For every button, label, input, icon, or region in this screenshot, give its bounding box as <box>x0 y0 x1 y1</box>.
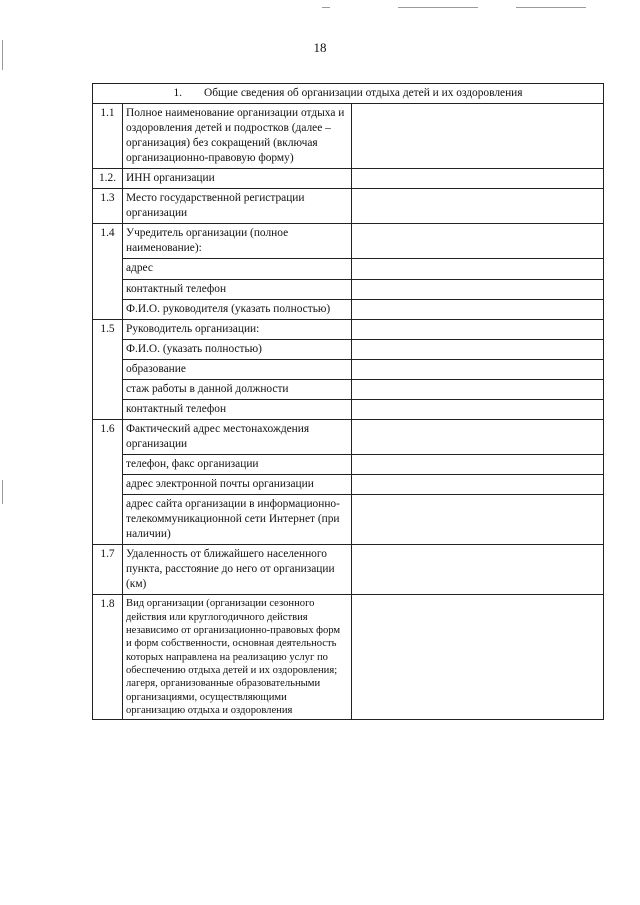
field-label: образование <box>123 359 352 379</box>
form-row <box>93 545 604 595</box>
answer-field[interactable] <box>352 299 604 319</box>
answer-field[interactable] <box>352 379 604 399</box>
form-row <box>93 319 604 339</box>
form-row <box>93 224 604 259</box>
answer-field[interactable] <box>352 474 604 494</box>
field-label: контактный телефон <box>123 279 352 299</box>
answer-field[interactable] <box>352 169 604 189</box>
answer-field[interactable] <box>352 224 604 259</box>
field-label: ИНН организации <box>123 169 352 189</box>
field-label: Фактический адрес местонахождения организации <box>123 419 352 454</box>
form-row <box>93 495 604 545</box>
row-number: 1.3 <box>93 189 123 224</box>
section-title-text: Общие сведения об организации отдыха детей и их оздоровления <box>204 87 523 99</box>
field-label: адрес <box>123 259 352 279</box>
form-row <box>93 104 604 169</box>
row-number: 1.8 <box>93 595 123 720</box>
answer-field[interactable] <box>352 279 604 299</box>
form-row <box>93 399 604 419</box>
answer-field[interactable] <box>352 339 604 359</box>
form-row <box>93 419 604 454</box>
scan-artifact <box>2 480 3 504</box>
form-row <box>93 279 604 299</box>
answer-field[interactable] <box>352 189 604 224</box>
row-number: 1.7 <box>93 545 123 595</box>
form-row <box>93 259 604 279</box>
section-title <box>93 84 604 104</box>
section-number: 1. <box>173 87 183 99</box>
row-number: 1.1 <box>93 104 123 169</box>
field-label: Ф.И.О. (указать полностью) <box>123 339 352 359</box>
section-header-row <box>93 84 604 104</box>
page-number: 18 <box>313 40 327 55</box>
answer-field[interactable] <box>352 104 604 169</box>
scan-artifact <box>516 7 586 8</box>
answer-field[interactable] <box>352 595 604 720</box>
row-number: 1.6 <box>93 419 123 544</box>
answer-field[interactable] <box>352 495 604 545</box>
field-label: Удаленность от ближайшего населенного пункта, расстояние до него от организации (км) <box>123 545 352 595</box>
answer-field[interactable] <box>352 419 604 454</box>
field-label: Вид организации (организации сезонного действия или круглогодичного действия независимо от организационно-правовых форм и форм собственности, основная деятельность которых направлена на реализацию услуг по обеспечению отдыха детей и их оздоровления; лагеря, организованные образовательными организациями, осуществляющими организацию отдыха и оздоровления <box>123 595 352 720</box>
answer-field[interactable] <box>352 359 604 379</box>
row-number: 1.4 <box>93 224 123 319</box>
answer-field[interactable] <box>352 454 604 474</box>
scan-artifact <box>398 7 478 8</box>
answer-field[interactable] <box>352 545 604 595</box>
form-row <box>93 299 604 319</box>
form-row <box>93 339 604 359</box>
form-row <box>93 189 604 224</box>
form-row <box>93 454 604 474</box>
row-number: 1.2. <box>93 169 123 189</box>
form-row <box>93 169 604 189</box>
answer-field[interactable] <box>352 319 604 339</box>
field-label: Полное наименование организации отдыха и оздоровления детей и подростков (далее – организация) без сокращений (включая организационно-правовую форму) <box>123 104 352 169</box>
field-label: Руководитель организации: <box>123 319 352 339</box>
row-number: 1.5 <box>93 319 123 419</box>
field-label: Учредитель организации (полное наименование): <box>123 224 352 259</box>
form-row <box>93 595 604 720</box>
field-label: Место государственной регистрации организации <box>123 189 352 224</box>
field-label: контактный телефон <box>123 399 352 419</box>
field-label: адрес электронной почты организации <box>123 474 352 494</box>
form-row <box>93 474 604 494</box>
scan-artifact <box>322 7 330 8</box>
field-label: Ф.И.О. руководителя (указать полностью) <box>123 299 352 319</box>
field-label: стаж работы в данной должности <box>123 379 352 399</box>
answer-field[interactable] <box>352 259 604 279</box>
field-label: адрес сайта организации в информационно-телекоммуникационной сети Интернет (при наличии) <box>123 495 352 545</box>
form-row <box>93 379 604 399</box>
form-row <box>93 359 604 379</box>
organization-info-table <box>92 83 604 720</box>
answer-field[interactable] <box>352 399 604 419</box>
field-label: телефон, факс организации <box>123 454 352 474</box>
